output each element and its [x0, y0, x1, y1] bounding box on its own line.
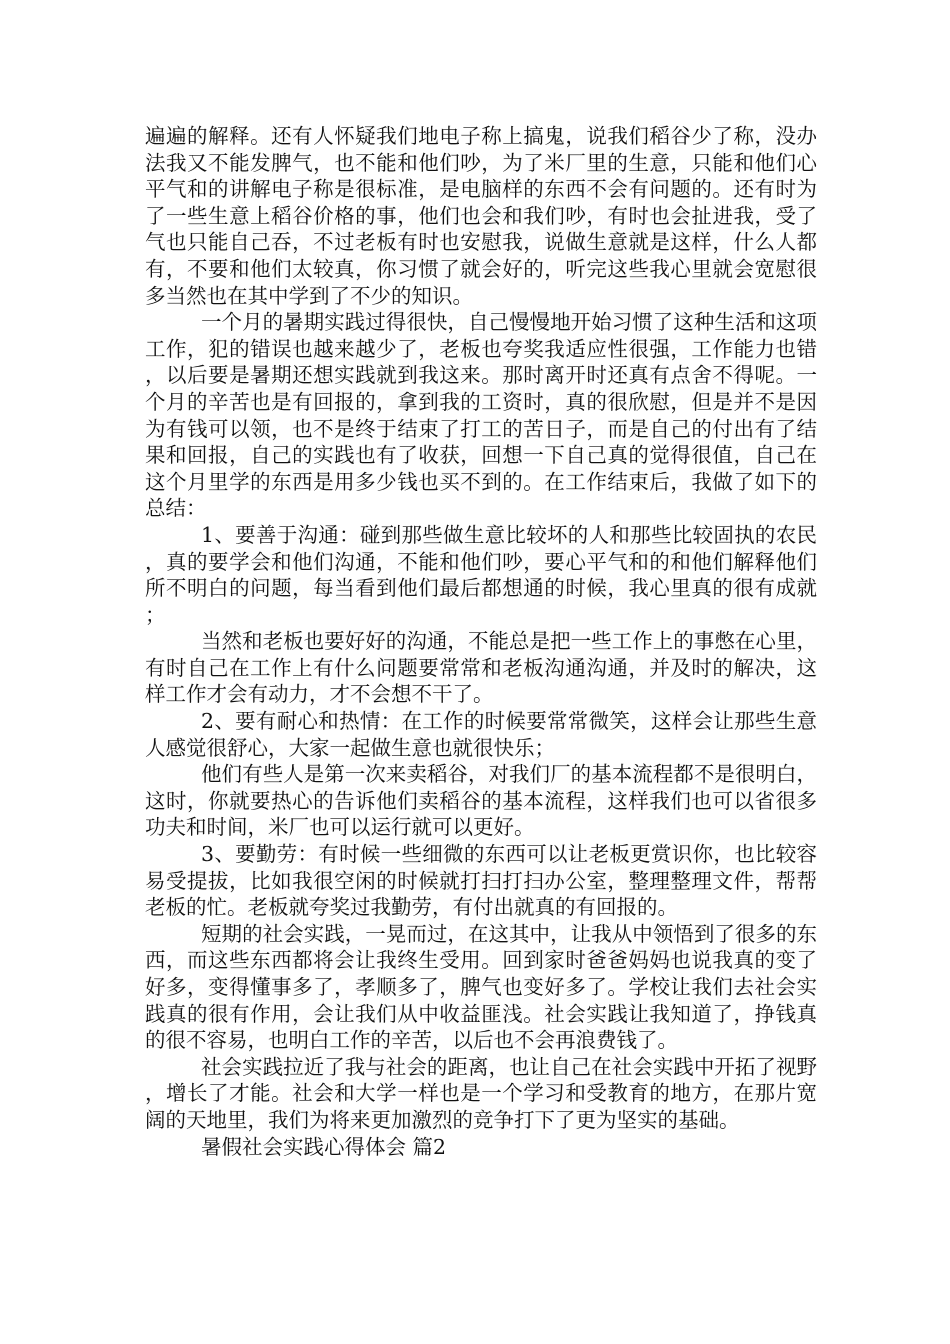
paragraph-closer-to-society: 社会实践拉近了我与社会的距离，也让自己在社会实践中开拓了视野，增长了才能。社会和大学一样也是一个学习和受教育的地方，在那片宽阔的天地里，我们为将来更加激烈的竞争打下了更为坚实的基础。 [145, 1054, 817, 1132]
paragraph-one-month-practice: 一个月的暑期实践过得很快，自己慢慢地开始习惯了这种生活和这项工作，犯的错误也越来越少了，老板也夸奖我适应性很强，工作能力也错，以后要是暑期还想实践就到我这来。那时离开时还真有点舍不得呢。一个月的辛苦也是有回报的，拿到我的工资时，真的很欣慰，但是并不是因为有钱可以领，也不是终于结束了打工的苦日子，而是自己的付出有了结果和回报，自己的实践也有了收获，回想一下自己真的觉得很值，自己在这个月里学的东西是用多少钱也买不到的。在工作结束后，我做了如下的总结： [145, 310, 817, 521]
section-heading-part-2: 暑假社会实践心得体会 篇2 [201, 1134, 447, 1159]
paragraph-communicate-with-boss: 当然和老板也要好好的沟通，不能总是把一些工作上的事憋在心里，有时自己在工作上有什么问题要常常和老板沟通沟通，并及时的解决，这样工作才会有动力，才不会想不干了。 [145, 629, 817, 707]
paragraph-first-time-sellers: 他们有些人是第一次来卖稻谷，对我们厂的基本流程都不是很明白，这时，你就要热心的告诉他们卖稻谷的基本流程，这样我们也可以省很多功夫和时间，米厂也可以运行就可以更好。 [145, 762, 817, 840]
paragraph-continued-explanation: 遍遍的解释。还有人怀疑我们地电子称上搞鬼，说我们稻谷少了称，没办法我又不能发脾气，也不能和他们吵，为了米厂里的生意，只能和他们心平气和的讲解电子称是很标准，是电脑样的东西不会有问题的。还有时为了一些生意上稻谷价格的事，他们也会和我们吵，有时也会扯进我，受了气也只能自己吞，不过老板有时也安慰我，说做生意就是这样，什么人都有，不要和他们太较真，你习惯了就会好的，听完这些我心里就会宽慰很多当然也在其中学到了不少的知识。 [145, 124, 817, 308]
paragraph-point-patience: 2、要有耐心和热情：在工作的时候要常常微笑，这样会让那些生意人感觉很舒心，大家一起做生意也就很快乐； [145, 709, 817, 760]
paragraph-short-practice: 短期的社会实践，一晃而过，在这其中，让我从中领悟到了很多的东西，而这些东西都将会让我终生受用。回到家时爸爸妈妈也说我真的变了好多，变得懂事多了，孝顺多了，脾气也变好多了。学校让我们去社会实践真的很有作用，会让我们从中收益匪浅。社会实践让我知道了，挣钱真的很不容易，也明白工作的辛苦，以后也不会再浪费钱了。 [145, 921, 817, 1053]
paragraph-point-communication: 1、要善于沟通：碰到那些做生意比较坏的人和那些比较固执的农民，真的要学会和他们沟通，不能和他们吵，要心平气和的和他们解释他们所不明白的问题，每当看到他们最后都想通的时候，我心里真的很有成就； [145, 522, 817, 627]
paragraph-point-diligence: 3、要勤劳：有时候一些细微的东西可以让老板更赏识你，也比较容易受提拔，比如我很空闲的时候就打扫打扫办公室，整理整理文件，帮帮老板的忙。老板就夸奖过我勤劳，有付出就真的有回报的。 [145, 842, 817, 920]
document-page [145, 123, 817, 1160]
